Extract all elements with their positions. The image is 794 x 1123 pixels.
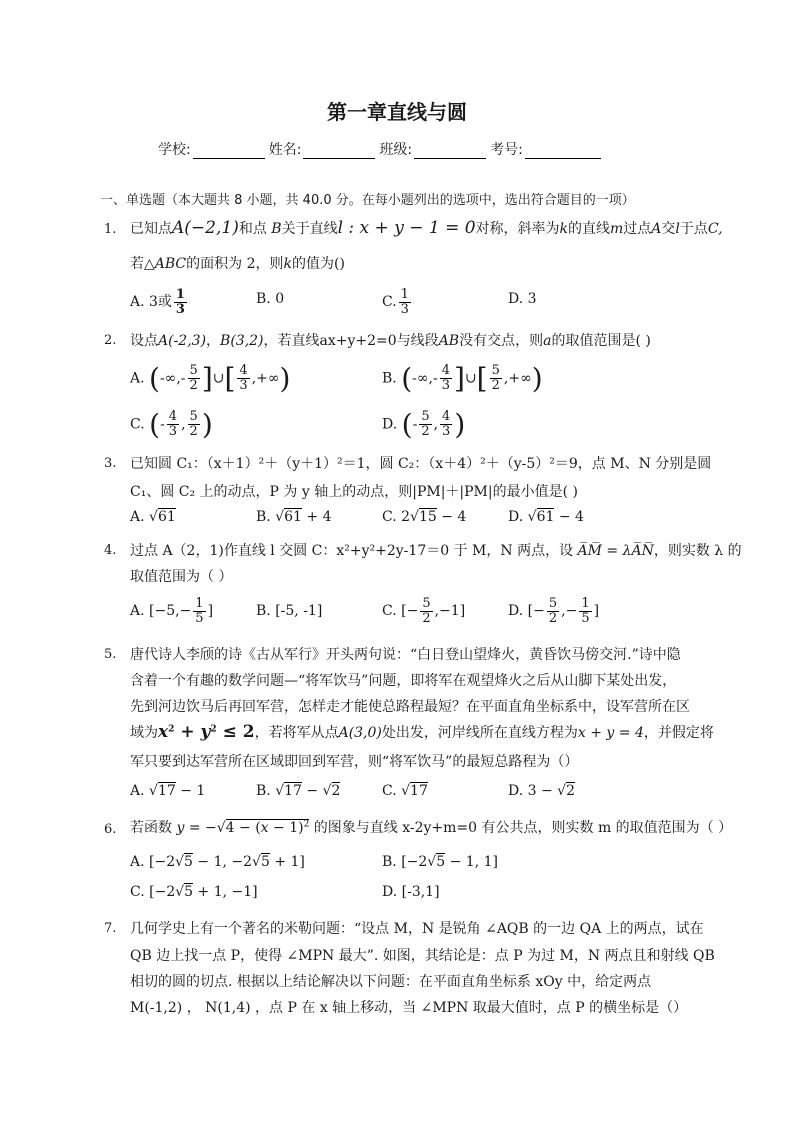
fraction: $\frac{1}{3}$ [175,287,185,317]
school-blank[interactable] [193,144,265,159]
q5-line2: 含着一个有趣的数学问题—“将军饮马”问题，即将军在观望烽火之后从山脚下某处出发， [130,673,677,689]
question-number: 1. [104,222,117,237]
school-label: 学校: [158,142,191,158]
q3-line1: 已知圆 C₁：（x＋1）²＋（y＋1）²＝1，圆 C₂：（x＋4）²＋（y-5）²＝9，点 M、N 分别是圆 [130,456,712,472]
q7-line2: QB 边上找一点 P，使得 ∠MPN 最大”. 如图，其结论是：点 P 为过 M，N 两点且和射线 QB [130,948,715,964]
q6-option-b[interactable]: B. [−2√5 − 1, 1] [382,854,498,870]
q5-option-a[interactable]: A. √17 − 1 [130,783,206,799]
number-blank[interactable] [525,144,601,159]
vector-equation: A̅M̅ = λA̅N̅ [577,543,654,559]
q4-line2: 取值范围为（ ） [130,569,233,585]
q1-option-b[interactable]: B. 0 [256,291,285,307]
q5-option-b[interactable]: B. √17 − √2 [256,783,341,799]
q5-option-d[interactable]: D. 3 − √2 [508,783,576,799]
q5-line1: 唐代诗人李颀的诗《古从军行》开头两句说：“白日登山望烽火，黄昏饮马傍交河.”诗中隐 [130,647,681,663]
class-label: 班级: [379,142,413,158]
q6-option-d[interactable]: D. [-3,1] [382,884,440,900]
name-label: 姓名: [268,142,302,158]
q1-line1: 已知点A(−2,1)和点 B关于直线l : x + y − 1 = 0对称，斜率为k的直线m过点A交l于点C, [130,218,723,238]
q6-option-c[interactable]: C. [−2√5 + 1, −1] [130,884,258,900]
q5-line5: 军只要到达军营所在区域即回到军营，则“将军饮马”的最短总路程为（） [130,754,579,770]
q3-option-b[interactable]: B. √61 + 4 [256,509,332,525]
q4-option-a[interactable]: A. [−5,− $\frac{1}{5}$ ] [130,596,214,626]
q3-line2: C₁、圆 C₂ 上的动点，P 为 y 轴上的动点，则|PM|＋|PM|的最小值是( ) [130,484,578,500]
q1-option-a[interactable]: A. 3或 $\frac{1}{3}$ [130,287,185,317]
q5-line3: 先到河边饮马后再回军营，怎样走才能使总路程最短？在平面直角坐标系中，设军营所在区 [130,699,690,715]
q2-option-a[interactable]: A. (-∞,- $\frac{5}{2}$ ]∪[ $\frac{4}{3}$ ,+∞) [130,362,291,395]
q4-option-b[interactable]: B. [-5, -1] [256,603,323,619]
q1-option-c[interactable]: C. $\frac{1}{3}$ [382,287,409,317]
class-blank[interactable] [414,144,486,159]
question-number: 2. [104,333,117,348]
q2-option-d[interactable]: D. (- $\frac{5}{2}$ , $\frac{4}{3}$ ) [382,408,466,441]
q3-option-a[interactable]: A. √61 [130,509,176,525]
q1-line2: 若△ABC的面积为 2，则k的值为() [130,256,345,272]
q2-option-b[interactable]: B. (-∞,- $\frac{4}{3}$ ]∪[ $\frac{5}{2}$ ,+∞) [382,362,543,395]
question-number: 4. [104,543,117,558]
q5-line4: 域为$x^2 + y^2 \le 2$，若将军从点A(3,0)处出发，河岸线所在直线方程为x + y = 4，并假定将 [130,722,714,742]
q6-option-a[interactable]: A. [−2√5 − 1, −2√5 + 1] [130,854,305,870]
number-label: 考号: [490,142,523,158]
section-heading: 一、单选题（本大题共 8 小题，共 40.0 分。在每小题列出的选项中，选出符合题目的一项） [100,193,635,208]
question-number: 6. [104,822,117,837]
name-blank[interactable] [303,144,375,159]
q4-option-c[interactable]: C. [− $\frac{5}{2}$ ,−1] [382,596,466,626]
q5-option-c[interactable]: C. √17 [382,783,428,799]
q3-option-c[interactable]: C. 2√15 − 4 [382,509,467,525]
fraction: $\frac{1}{3}$ [400,287,409,317]
q7-line1: 几何学史上有一个著名的米勒问题：“设点 M，N 是锐角 ∠AQB 的一边 QA 上的两点，试在 [130,921,704,937]
question-number: 7. [104,921,117,936]
q7-line4: M(-1,2) ， N(1,4) ，点 P 在 x 轴上移动，当 ∠MPN 取最大值时，点 P 的横坐标是（） [130,1000,688,1016]
header-fields [158,139,648,159]
q2-line1: 设点A(-2,3)，B(3,2)，若直线ax+y+2=0与线段AB没有交点，则a的取值范围是( ) [130,333,651,349]
q4-line1: 过点 A（2，1)作直线 l 交圆 C：x²+y²+2y-17＝0 于 M，N 两点，设 A̅M̅ = λA̅N̅，则实数 λ 的 [130,543,742,559]
q2-option-c[interactable]: C. (- $\frac{4}{3}$ , $\frac{5}{2}$ ) [130,408,213,441]
q7-line3: 相切的圆的切点. 根据以上结论解决以下问题：在平面直角坐标系 xOy 中，给定两点 [130,974,652,990]
q1-option-d[interactable]: D. 3 [508,291,537,307]
q3-option-d[interactable]: D. √61 − 4 [508,509,584,525]
question-number: 5. [104,647,117,662]
q6-line1: 若函数 $y = -√4 - (x - 1)^2$ 的图象与直线 x-2y+m=0 有公共点，则实数 m 的取值范围为（ ） [130,819,733,836]
page-title: 第一章直线与圆 [327,100,467,124]
q4-option-d[interactable]: D. [− $\frac{5}{2}$ ,− $\frac{1}{5}$ ] [508,596,600,626]
question-number: 3. [104,456,117,471]
